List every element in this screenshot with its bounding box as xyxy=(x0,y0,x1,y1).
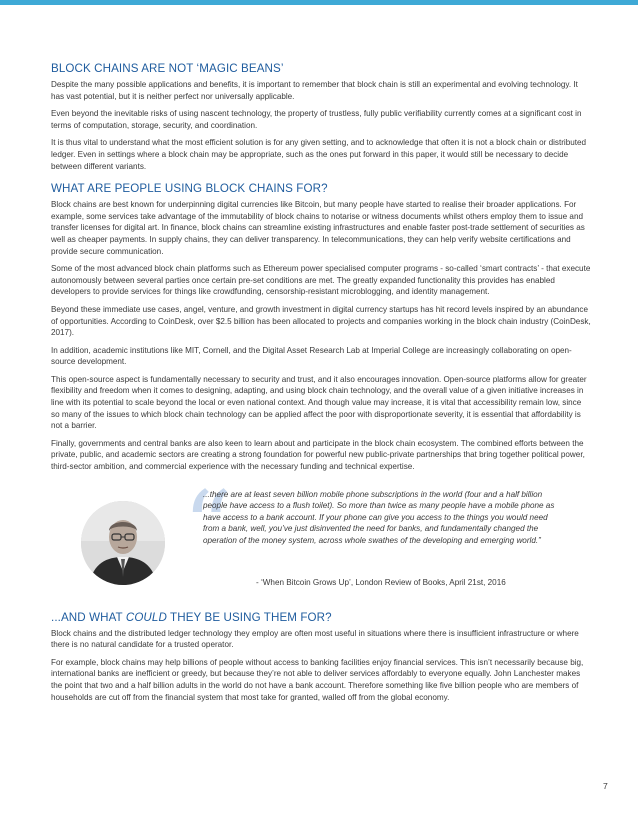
portrait-image xyxy=(81,501,165,585)
top-accent-bar xyxy=(0,0,638,5)
heading-suffix: THEY BE USING THEM FOR? xyxy=(166,610,332,624)
paragraph: Finally, governments and central banks are also keen to learn about and participate in the block chain ecosystem. The combined efforts between the private, public, and academic sectors are creating a strong foundation for powerful new public-private partnerships that bring together political power, third-sector ambition, and commercial experience with the necessary funding and technical expertise. xyxy=(51,438,585,472)
paragraph: Block chains and the distributed ledger technology they employ are often most useful in situations where there is insufficient infrastructure or where there is no natural candidate for a trusted operator. xyxy=(51,628,579,650)
paragraph: Beyond these immediate use cases, angel, venture, and growth investment in digital currency startups has hit record levels inspired by an abundance of opportunities. According to CoinDesk, over $2.5 billion has been allocated to projects and companies working in the block chain industry (CoinDesk, 2017). xyxy=(51,304,591,338)
paragraph: Some of the most advanced block chain platforms such as Ethereum power specialised computer programs - so-called ‘smart contracts’ - that execute autonomously between several parties once certain pre-set conditions are met. The greatly expanded functionality this provides has enabled developers to provide services for things like crowdfunding, censorship-resistant microblogging, and identity management. xyxy=(51,264,591,297)
paragraph: In addition, academic institutions like MIT, Cornell, and the Digital Asset Research Lab at Imperial College are increasingly collaborating on open-source development. xyxy=(51,345,572,367)
paragraph: Block chains are best known for underpinning digital currencies like Bitcoin, but many people have started to realise their broader applications. For example, some services take advantage of the immutability of block chains to notarise or witness documents whilst others employ them to issue and transfer licenses for digital art. In finance, block chains can streamline existing infrastructures and enable faster post-trade settlement of securities as well as cheaper payments. In supply chains, they can deliver transparency. In telecommunications, they can help verify website certifications and provide secure communication. xyxy=(51,200,585,256)
section-heading-magic-beans: BLOCK CHAINS ARE NOT ‘MAGIC BEANS’ xyxy=(51,62,284,75)
paragraph: For example, block chains may help billions of people without access to banking facilities enjoy financial services. This isn’t necessarily because big, international banks are inefficient or greedy, but because they’re not able to deliver services affordably to everyone equally. John Lanchester makes the point that two and a half billion adults in the world do not have a bank account. Therefore something like five billion people who are members of households are cut off from the financial system that most take for granted, walled off from the global economy. xyxy=(51,657,584,702)
paragraph: Even beyond the inevitable risks of using nascent technology, the property of trustless, fully public verifiability currently comes at a significant cost in terms of computation, storage, security, and coordination. xyxy=(51,109,582,130)
quote-mark-icon: “ xyxy=(183,470,233,583)
paragraph: This open-source aspect is fundamentally necessary to security and trust, and it also encourages innovation. Open-source platforms allow for greater flexibility and freedom when it comes to designing, adapting, and using block chain technology, and the overall value of a given initiative increases in line with its potential to scale beyond the local or even national context. And though value may increase, it is vital that accessibility remain low, since so many of the issues to which block chain technology can be applied affect the poor with disproportionate severity, it is essential that affordability is not a barrier. xyxy=(51,374,587,431)
paragraph: It is thus vital to understand what the most efficient solution is for any given setting, and to acknowledge that often it is not a block chain or distributed ledger. Even in settings where a block chain may be appropriate, such as the ones put forward in this paper, it would still be necessary to decide between different variants. xyxy=(51,138,587,171)
section-heading-uses: WHAT ARE PEOPLE USING BLOCK CHAINS FOR? xyxy=(51,182,328,196)
page-content xyxy=(51,62,591,709)
heading-prefix: ...AND WHAT xyxy=(51,610,126,624)
heading-emphasis: COULD xyxy=(125,610,167,624)
pull-quote xyxy=(51,470,591,599)
paragraph: Despite the many possible applications and benefits, it is important to remember that block chain is still an experimental and evolving technology. It has vast potential, but it is neither perfect nor universally applicable. xyxy=(51,80,578,101)
quote-text: ...there are at least seven billion mobile phone subscriptions in the world (four and a half billion people have access to a flush toilet). So more than twice as many people have a mobile phone as have access to a bank account. If your phone can give you access to the things you would need from a bank, well, you’ve just disinvented the need for banks, and fundamentally changed the operation of the money system, across whole swathes of the developing and emerging world.” xyxy=(203,489,555,545)
section-heading-could-use xyxy=(51,611,591,624)
author-photo xyxy=(81,501,165,585)
quote-citation: - ‘When Bitcoin Grows Up’, London Review of Books, April 21st, 2016 xyxy=(256,577,506,587)
page-number: 7 xyxy=(603,781,608,791)
